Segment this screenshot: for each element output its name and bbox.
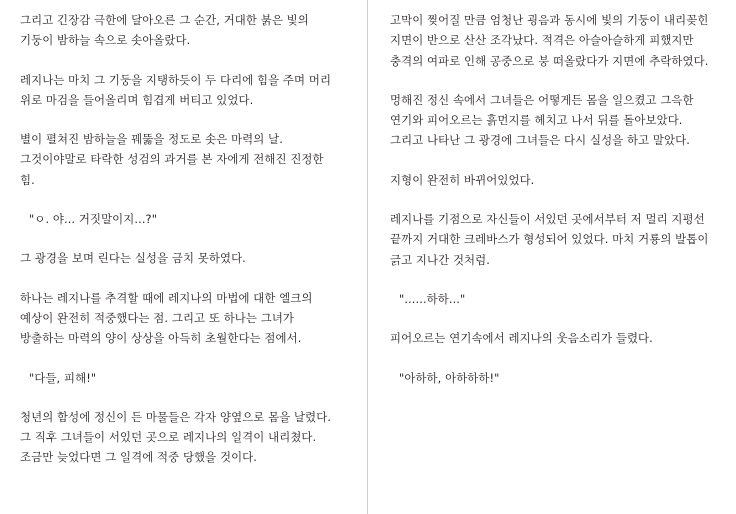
- paragraph: 그 광경을 보며 린다는 실성을 금치 못하였다.: [20, 251, 246, 266]
- paragraph: 피어오르는 연기속에서 레지나의 웃음소리가 들렸다.: [390, 331, 653, 346]
- paragraph-dialogue: "ㅇ. 야... 거짓말이지...?": [29, 212, 158, 227]
- paragraph: 그리고 긴장감 극한에 달아오른 그 순간, 거대한 붉은 빛의 기둥이 밤하늘 속으로 솟아올랐다.: [20, 13, 309, 48]
- paragraph-dialogue: "아하하, 아하하하!": [399, 370, 500, 385]
- paragraph: 지형이 완전히 바뀌어있었다.: [390, 172, 535, 187]
- paragraph: 멍해진 정신 속에서 그녀들은 어떻게든 몸을 일으켰고 그윽한 연기와 피어오르는 흙먼지를 헤치고 나서 뒤를 돌아보았다. 그리고 나타난 그 광경에 그녀들은 다시 실성을 하고 말았다.: [390, 92, 694, 148]
- right-text-column: [368, 0, 736, 514]
- paragraph: 별이 펼쳐진 밤하늘을 꿰뚫을 정도로 솟은 마력의 날. 그것이야말로 타락한 성검의 과거를 본 자에게 전해진 진정한 힘.: [20, 132, 324, 187]
- paragraph-dialogue: "......하하...": [399, 291, 466, 306]
- paragraph: 레지나를 기점으로 자신들이 서있던 곳에서부터 저 멀리 지평선 끝까지 거대한 크레바스가 형성되어 있었다. 마치 거룡의 발톱이 긁고 지나간 것처럼.: [390, 212, 709, 267]
- paragraph: 청년의 함성에 정신이 든 마물들은 각자 양옆으로 몸을 날렸다. 그 직후 그녀들이 서있던 곳으로 레지나의 일격이 내리쳤다. 조금만 늦었다면 그 일격에 적중 당했을 것이다.: [20, 409, 332, 465]
- column-divider: [367, 0, 368, 514]
- paragraph: 하나는 레지나를 추격할 때에 레지나의 마법에 대한 엘크의 예상이 완전히 적중했다는 점. 그리고 또 하나는 그녀가 방출하는 마력의 양이 상상을 아득히 초월한다는 점에서.: [20, 290, 313, 346]
- paragraph: 레지나는 마치 그 기둥을 지탱하듯이 두 다리에 힘을 주며 머리 위로 마검을 들어올리며 힘겹게 버티고 있었다.: [20, 72, 332, 107]
- paragraph-dialogue: "다들, 피해!": [29, 370, 97, 385]
- paragraph: 고막이 찢어질 만큼 엄청난 굉음과 동시에 빛의 기둥이 내리꽂힌 지면이 반으로 산산 조각났다. 적격은 아슬아슬하게 피했지만 충격의 여파로 인해 공중으로 붕 떠올랐다가 지면에 추락하였다.: [390, 13, 709, 68]
